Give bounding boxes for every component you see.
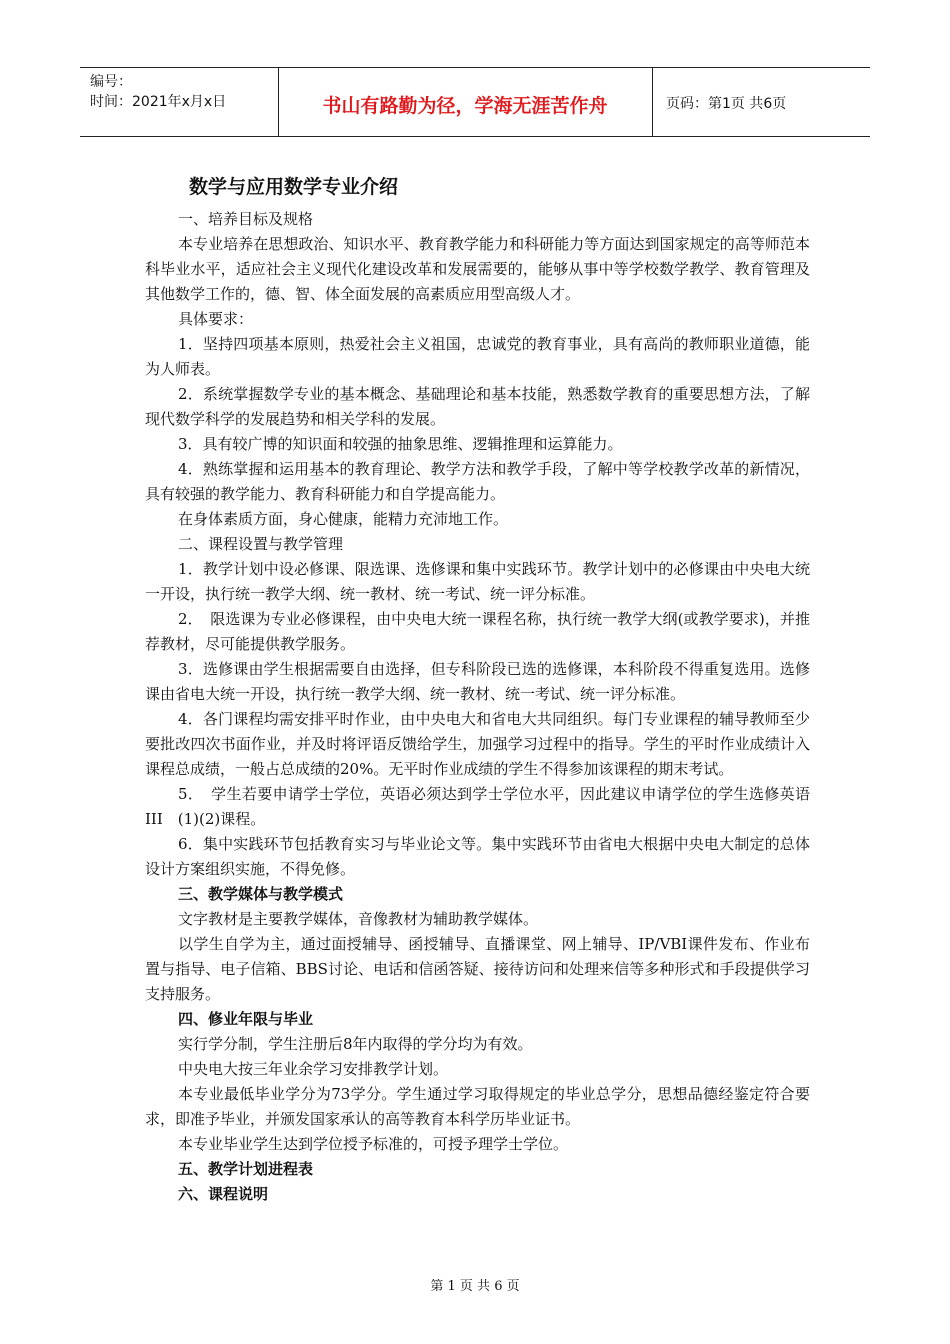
page-footer: 第 1 页 共 6 页 <box>430 1279 520 1294</box>
body-paragraph: 1．坚持四项基本原则，热爱社会主义祖国，忠诚党的教育事业，具有高尚的教师职业道德，能为人师表。 <box>145 335 810 378</box>
body-paragraph: 5． 学生若要申请学士学位，英语必须达到学士学位水平，因此建议申请学位的学生选修英语III (1)(2)课程。 <box>145 785 810 828</box>
body-paragraph: 一、培养目标及规格 <box>178 210 314 228</box>
section-heading: 三、教学媒体与教学模式 <box>178 885 344 903</box>
body-paragraph: 1．教学计划中设必修课、限选课、选修课和集中实践环节。教学计划中的必修课由中央电大统一开设，执行统一教学大纲、统一教材、统一考试、统一评分标准。 <box>145 560 810 603</box>
body-paragraph: 本专业毕业学生达到学位授予标准的，可授予理学士学位。 <box>178 1135 569 1153</box>
body-paragraph: 二、课程设置与教学管理 <box>178 535 344 553</box>
body-paragraph: 以学生自学为主，通过面授辅导、函授辅导、直播课堂、网上辅导、IP/VBI课件发布、作业布置与指导、电子信箱、BBS讨论、电话和信函答疑、接待访问和处理来信等多种形式和手段提供学习支持服务。 <box>145 935 810 1003</box>
header-motto: 书山有路勤为径，学海无涯苦作舟 <box>322 95 608 117</box>
body-paragraph: 中央电大按三年业余学习安排教学计划。 <box>178 1060 449 1078</box>
body-paragraph: 4．各门课程均需安排平时作业，由中央电大和省电大共同组织。每门专业课程的辅导教师至少要批改四次书面作业，并及时将评语反馈给学生，加强学习过程中的指导。学生的平时作业成绩计入课程总成绩，一般占总成绩的20%。无平时作业成绩的学生不得参加该课程的期末考试。 <box>145 710 810 778</box>
page-header <box>80 67 870 137</box>
body-paragraph: 本专业最低毕业学分为73学分。学生通过学习取得规定的毕业总学分，思想品德经鉴定符合要求，即准予毕业，并颁发国家承认的高等教育本科学历毕业证书。 <box>145 1085 810 1128</box>
body-paragraph: 本专业培养在思想政治、知识水平、教育教学能力和科研能力等方面达到国家规定的高等师范本科毕业水平，适应社会主义现代化建设改革和发展需要的，能够从事中等学校数学教学、教育管理及其他数学工作的，德、智、体全面发展的高素质应用型高级人才。 <box>145 235 810 303</box>
body-paragraph: 具体要求： <box>178 310 254 328</box>
body-paragraph: 文字教材是主要教学媒体，音像教材为辅助教学媒体。 <box>178 910 539 928</box>
body-paragraph: 在身体素质方面，身心健康，能精力充沛地工作。 <box>178 510 509 528</box>
header-meta <box>90 72 226 112</box>
body-paragraph: 3．选修课由学生根据需要自由选择，但专科阶段已选的选修课，本科阶段不得重复选用。选修课由省电大统一开设，执行统一教学大纲、统一教材、统一考试、统一评分标准。 <box>145 660 810 703</box>
section-heading: 四、修业年限与毕业 <box>178 1010 314 1028</box>
body-paragraph: 实行学分制，学生注册后8年内取得的学分均为有效。 <box>178 1035 533 1053</box>
header-page-info: 页码：第1页 共6页 <box>666 96 787 112</box>
body-paragraph: 2．系统掌握数学专业的基本概念、基础理论和基本技能，熟悉数学教育的重要思想方法，了解现代数学科学的发展趋势和相关学科的发展。 <box>145 385 810 428</box>
body-paragraph: 3．具有较广博的知识面和较强的抽象思维、逻辑推理和运算能力。 <box>178 435 623 453</box>
body-paragraph: 6．集中实践环节包括教育实习与毕业论文等。集中实践环节由省电大根据中央电大制定的总体设计方案组织实施，不得免修。 <box>145 835 810 878</box>
header-divider <box>652 68 653 136</box>
section-heading: 五、教学计划进程表 <box>178 1160 314 1178</box>
time-line: 时间：2021年x月x日 <box>90 94 227 110</box>
document-body <box>145 207 810 1207</box>
section-heading: 六、课程说明 <box>178 1185 269 1203</box>
serial-label: 编号： <box>90 74 132 90</box>
document-title: 数学与应用数学专业介绍 <box>189 176 399 198</box>
body-paragraph: 4．熟练掌握和运用基本的教育理论、教学方法和教学手段，了解中等学校教学改革的新情况，具有较强的教学能力、教育科研能力和自学提高能力。 <box>145 460 810 503</box>
body-paragraph: 2． 限选课为专业必修课程，由中央电大统一课程名称，执行统一教学大纲(或教学要求)，并推荐教材，尽可能提供教学服务。 <box>145 610 810 653</box>
